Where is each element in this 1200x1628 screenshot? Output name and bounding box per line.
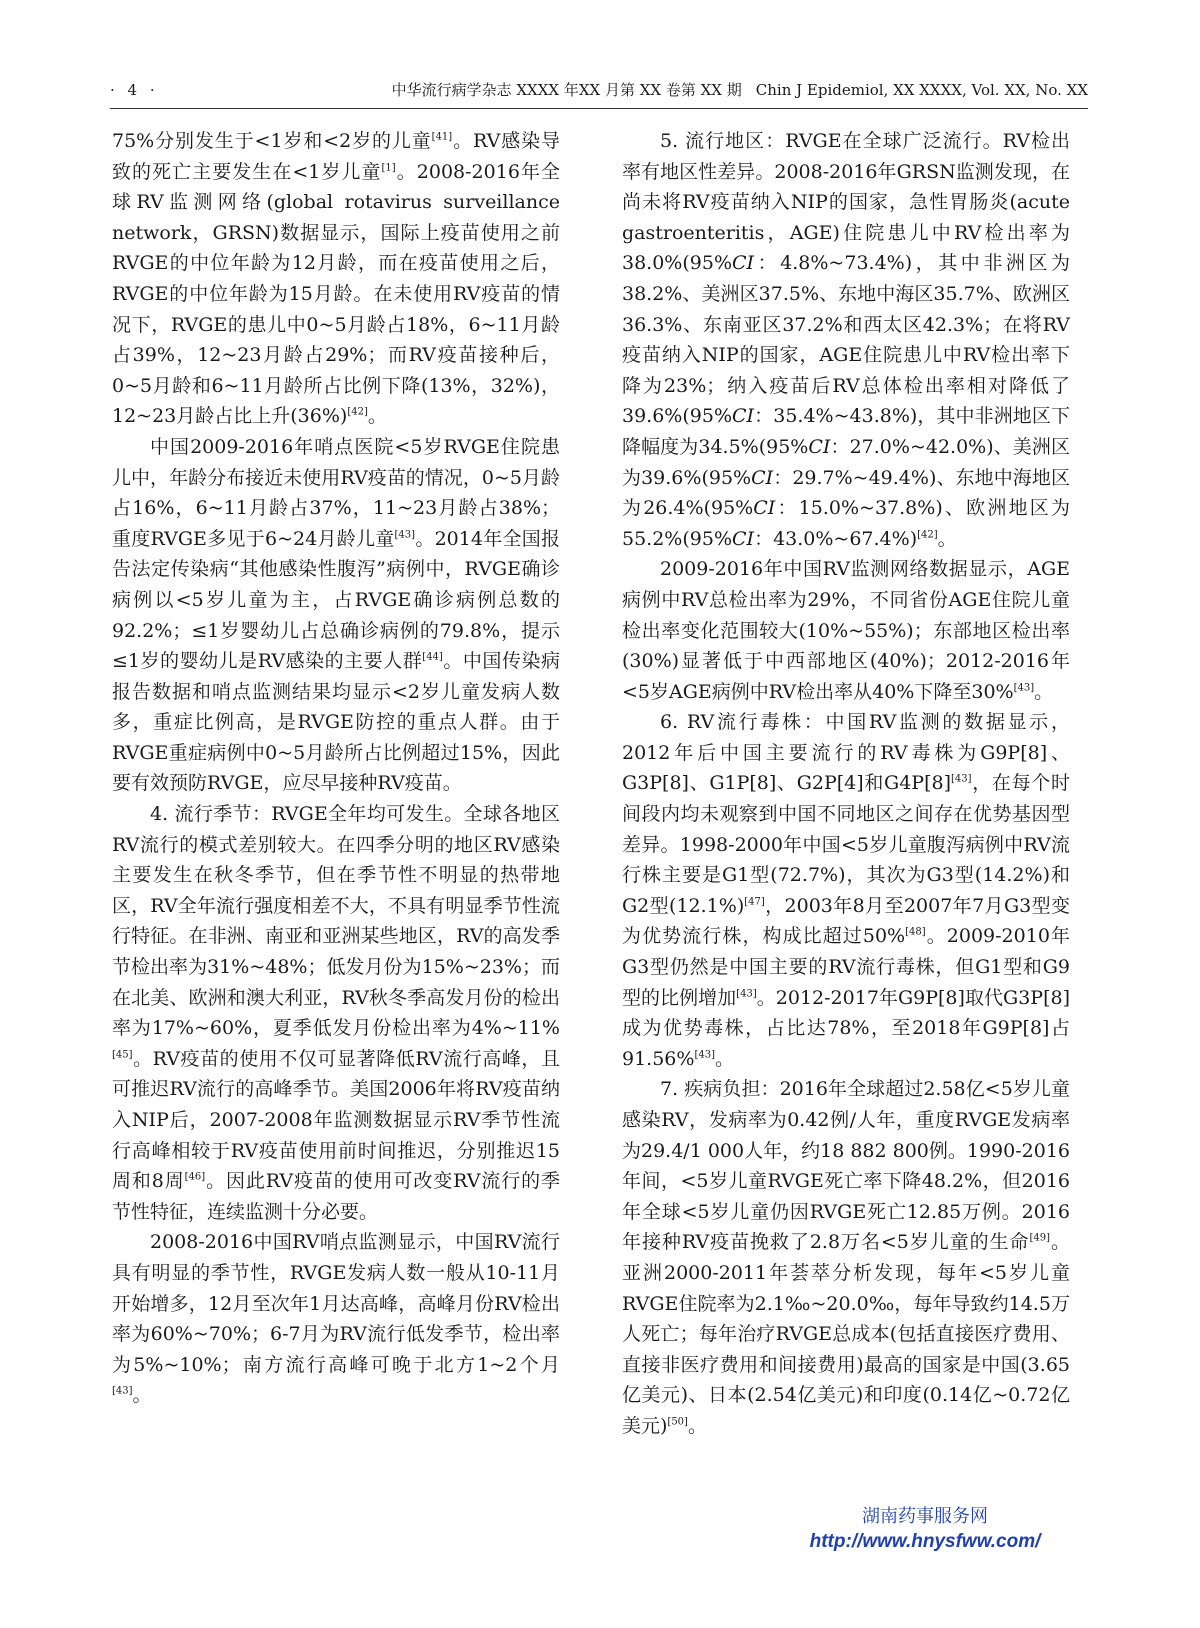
citation-ref: [50]: [667, 1416, 688, 1428]
citation-ref: [42]: [347, 407, 368, 419]
paragraph-age-distribution: 75%分别发生于<1岁和<2岁的儿童[41]。RV感染导致的死亡主要发生在<1岁儿童[1]。2008-2016年全球RV监测网络(global rotavirus surveillance network，GRSN)数据显示，国际上疫苗使用之前RVGE的中位年龄为12月龄，而在疫苗使用之后，RVGE的中位年龄为15月龄。在未使用RV疫苗的情况下，RVGE的患儿中0~5月龄占18%，6~11月龄占39%，12~23月龄占29%；而RV疫苗接种后，0~5月龄和6~11月龄所占比例下降(13%，32%)，12~23月龄占比上升(36%)[42]。: [112, 130, 560, 428]
citation-ref: [41]: [431, 131, 453, 143]
citation-ref: [45]: [112, 1049, 133, 1061]
citation-ref: [43]: [112, 1386, 133, 1398]
citation-ref: [42]: [917, 529, 938, 541]
citation-ref: [47]: [744, 896, 765, 908]
citation-ref: [49]: [1029, 1233, 1051, 1245]
journal-title: [392, 78, 1088, 102]
paragraph-disease-burden: 7. 疾病负担：2016年全球超过2.58亿<5岁儿童感染RV，发病率为0.42例/人年，重度RVGE发病率为29.4/1 000人年，约18 882 800例。1990-2016年间，<5岁儿童RVGE死亡率下降48.2%，但2016年全球<5岁儿童仍因RVGE死亡12.85万例。2016年接种RV疫苗挽救了2.8万名<5岁儿童的生命[49]。亚洲2000-2011年荟萃分析发现，每年<5岁儿童RVGE住院率为2.1‰~20.0‰，每年导致约14.5万人死亡；每年治疗RVGE总成本(包括直接医疗费用、直接非医疗费用和间接费用)最高的国家是中国(3.65亿美元)、日本(2.54亿美元)和印度(0.14亿~0.72亿美元)[50]。: [622, 1078, 1071, 1437]
right-column: [622, 126, 1070, 1442]
page-number: · 4 ·: [110, 81, 159, 99]
paragraph-china-sentinel: 中国2009-2016年哨点医院<5岁RVGE住院患儿中，年龄分布接近未使用RV疫苗的情况，0~5月龄占16%，6~11月龄占37%，11~23月龄占38%；重度RVGE多见于6~24月龄儿童[43]。2014年全国报告法定传染病“其他感染性腹泻”病例中，RVGE确诊病例以<5岁儿童为主，占RVGE确诊病例总数的92.2%；≤1岁婴幼儿占总确诊病例的79.8%，提示≤1岁的婴幼儿是RV感染的主要人群[44]。中国传染病报告数据和哨点监测结果均显示<2岁儿童发病人数多，重症比例高，是RVGE防控的重点人群。由于RVGE重症病例中0~5月龄所占比例超过15%，因此要有效预防RVGE，应尽早接种RV疫苗。: [112, 435, 560, 795]
journal-title-en: Chin J Epidemiol, XX XXXX, Vol. XX, No. XX: [755, 81, 1088, 99]
citation-ref: [43]: [951, 774, 972, 786]
citation-ref: [46]: [184, 1171, 206, 1183]
paragraph-strains: 6. RV流行毒株：中国RV监测的数据显示，2012年后中国主要流行的RV毒株为G9P[8]、G3P[8]、G1P[8]、G2P[4]和G4P[8][43]，在每个时间段内均未观察到中国不同地区之间存在优势基因型差异。1998-2000年中国<5岁儿童腹泻病例中RV流行株主要是G1型(72.7%)，其次为G3型(14.2%)和G2型(12.1%)[47]，2003年8月至2007年7月G3型变为优势流行株，构成比超过50%[48]。2009-2010年G3型仍然是中国主要的RV流行毒株，但G1型和G9型的比例增加[43]。2012-2017年G9P[8]取代G3P[8]成为优势毒株，占比达78%，至2018年G9P[8]占91.56%[43]。: [622, 711, 1070, 1070]
watermark: [800, 1505, 1050, 1555]
citation-ref: [1]: [381, 162, 396, 174]
paragraph-epidemic-regions: 5. 流行地区：RVGE在全球广泛流行。RV检出率有地区性差异。2008-2016年GRSN监测发现，在尚未将RV疫苗纳入NIP的国家，急性胃肠炎(acute gastroenteritis，AGE)住院患儿中RV检出率为38.0%(95%CI：4.8%~73.4%)，其中非洲区为38.2%、美洲区37.5%、东地中海区35.7%、欧洲区36.3%、东南亚区37.2%和西太区42.3%；在将RV疫苗纳入NIP的国家，AGE住院患儿中RV检出率下降为23%；纳入疫苗后RV总体检出率相对降低了39.6%(95%CI：35.4%~43.8%)，其中非洲地区下降幅度为34.5%(95%CI：27.0%~42.0%)、美洲区为39.6%(95%CI：29.7%~49.4%)、东地中海地区为26.4%(95%CI：15.0%~37.8%)、欧洲地区为55.2%(95%CI：43.0%~67.4%)[42]。: [622, 130, 1070, 550]
citation-ref: [43]: [1013, 682, 1035, 694]
paragraph-china-network: 2009-2016年中国RV监测网络数据显示，AGE病例中RV总检出率为29%，不同省份AGE住院儿童检出率变化范围较大(10%~55%)；东部地区检出率(30%)显著低于中西部地区(40%)；2012-2016年<5岁AGE病例中RV检出率从40%下降至30%[43]。: [622, 558, 1070, 703]
watermark-url: http://www.hnysfww.com/: [809, 1531, 1041, 1552]
citation-ref: [43]: [736, 988, 757, 1000]
running-header: [110, 78, 1088, 109]
left-column: [112, 126, 560, 1411]
journal-title-cn: 中华流行病学杂志 XXXX 年XX 月第 XX 卷第 XX 期: [391, 81, 742, 99]
citation-ref: [43]: [694, 1049, 715, 1061]
watermark-name: 湖南药事服务网: [862, 1506, 988, 1527]
citation-ref: [48]: [905, 927, 926, 939]
citation-ref: [43]: [394, 529, 416, 541]
paragraph-china-seasonality: 2008-2016中国RV哨点监测显示，中国RV流行具有明显的季节性，RVGE发病人数一般从10-11月开始增多，12月至次年1月达高峰，高峰月份RV检出率为60%~70%；6-7月为RV流行低发季节，检出率为5%~10%；南方流行高峰可晚于北方1~2个月[43]。: [112, 1231, 560, 1407]
paragraph-epidemic-season: 4. 流行季节：RVGE全年均可发生。全球各地区RV流行的模式差别较大。在四季分明的地区RV感染主要发生在秋冬季节，但在季节性不明显的热带地区，RV全年流行强度相差不大，不具有明显季节性流行特征。在非洲、南亚和亚洲某些地区，RV的高发季节检出率为31%~48%；低发月份为15%~23%；而在北美、欧洲和澳大利亚，RV秋冬季高发月份的检出率为17%~60%，夏季低发月份检出率为4%~11%[45]。RV疫苗的使用不仅可显著降低RV流行高峰，且可推迟RV流行的高峰季节。美国2006年将RV疫苗纳入NIP后，2007-2008年监测数据显示RV季节性流行高峰相较于RV疫苗使用前时间推迟，分别推迟15周和8周[46]。因此RV疫苗的使用可改变RV流行的季节性特征，连续监测十分必要。: [112, 803, 561, 1223]
citation-ref: [44]: [422, 651, 443, 663]
